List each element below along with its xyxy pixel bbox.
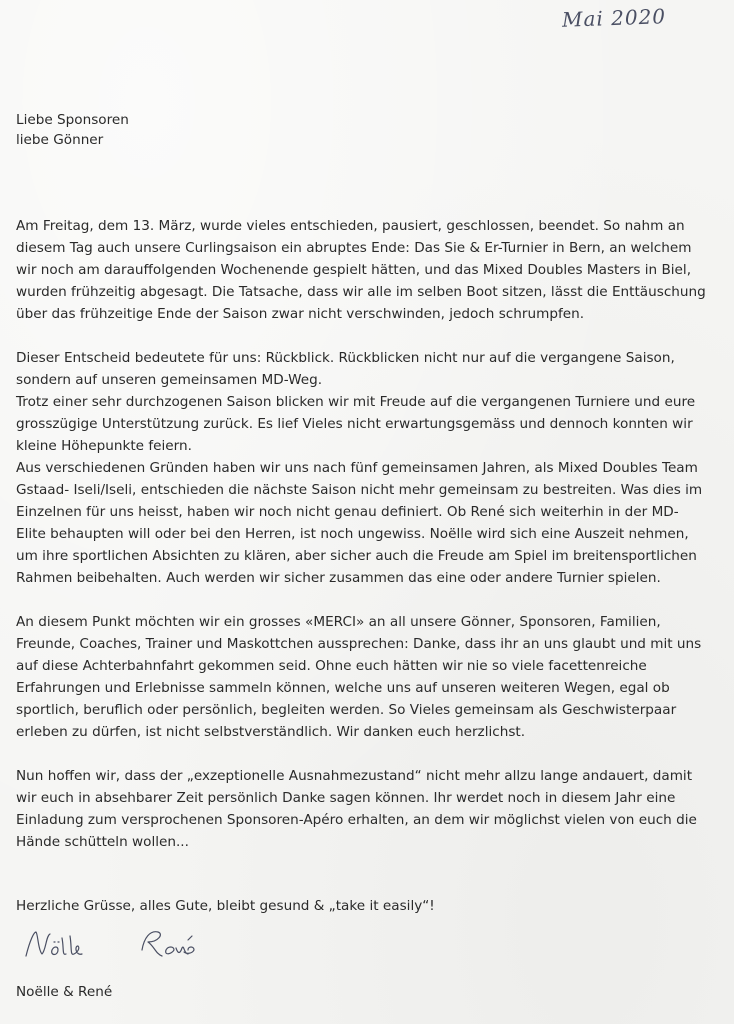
text-line: An diesem Punkt möchten wir ein grosses «MERCI» an all unsere Gönner, Sponsoren, Familien, [16,614,661,630]
text-line: Erfahrungen und Erlebnisse sammeln können, welche uns auf unseren weiteren Wegen, egal ob [16,680,670,696]
text-line: Einzelnen für uns heisst, haben wir noch nicht genau definiert. Ob René sich weiterhin in der MD- [16,504,679,520]
text-line: Nun hoffen wir, dass der „exzeptionelle Ausnahmezustand“ nicht mehr allzu lange andauert, damit [16,768,693,784]
salutation-line-1: Liebe Sponsoren [16,112,129,128]
signoff-names: Noëlle & René [16,984,113,1000]
text-line: Gstaad- Iseli/Iseli, entschieden die nächste Saison nicht mehr gemeinsam zu bestreiten. Was dies im [16,482,703,498]
text-line: sportlich, beruflich oder persönlich, begleiten werden. So Vieles gemeinsam als Geschwisterpaar [16,702,677,718]
closing-line: Herzliche Grüsse, alles Gute, bleibt gesund & „take it easily“! [16,898,435,914]
text-line: wurden frühzeitig abgesagt. Die Tatsache, dass wir alle im selben Boot sitzen, lässt die Enttäuschung [16,284,706,300]
handwritten-signatures [24,920,244,970]
text-line: um ihre sportlichen Absichten zu klären, aber sicher auch die Freude am Spiel im breitensportlichen [16,548,697,564]
text-line: Freunde, Coaches, Trainer und Maskottchen aussprechen: Danke, dass ihr an uns glaubt und mit uns [16,636,702,652]
text-line: grosszügige Unterstützung zurück. Es lief Vieles nicht erwartungsgemäss und dennoch konnten wir [16,416,693,432]
paragraph-2 [16,347,720,589]
text-line: Einladung zum versprochenen Sponsoren-Apéro erhalten, an dem wir möglichst vielen von euch die [16,812,697,828]
paragraph-1 [16,215,720,325]
text-line: Hände schütteln wollen... [16,834,189,850]
text-line: auf diese Achterbahnfahrt gekommen seid. Ohne euch hätten wir nie so viele facettenreiche [16,658,647,674]
text-line: wir noch am darauffolgenden Wochenende gespielt hätten, und das Mixed Doubles Masters in Biel, [16,262,692,278]
text-line: Aus verschiedenen Gründen haben wir uns nach fünf gemeinsamen Jahren, als Mixed Doubles Team [16,460,698,476]
letter-body [16,215,720,853]
text-line: über das frühzeitige Ende der Saison zwar nicht verschwinden, jedoch schrumpfen. [16,306,585,322]
text-line: Dieser Entscheid bedeutete für uns: Rückblick. Rückblicken nicht nur auf die vergangene Saison, [16,350,675,366]
text-line: erleben zu dürfen, ist nicht selbstverständlich. Wir danken euch herzlichst. [16,724,526,740]
text-line: diesem Tag auch unsere Curlingsaison ein abruptes Ende: Das Sie & Er-Turnier in Bern, an welchem [16,240,692,256]
text-line: sondern auf unseren gemeinsamen MD-Weg. [16,372,323,388]
handwritten-date: Mai 2020 [561,4,667,32]
salutation [16,110,129,150]
signature-rene [142,932,194,956]
paragraph-3 [16,611,720,743]
salutation-line-2: liebe Gönner [16,132,104,148]
text-line: Trotz einer sehr durchzogenen Saison blicken wir mit Freude auf die vergangenen Turniere und eure [16,394,696,410]
text-line: Elite behaupten will oder bei den Herren, ist noch ungewiss. Noëlle wird sich eine Auszeit nehmen, [16,526,689,542]
text-line: Am Freitag, dem 13. März, wurde vieles entschieden, pausiert, geschlossen, beendet. So nahm an [16,218,685,234]
text-line: wir euch in absehbarer Zeit persönlich Danke sagen können. Ihr werdet noch in diesem Jahr eine [16,790,676,806]
text-line: kleine Höhepunkte feiern. [16,438,192,454]
paragraph-4 [16,765,720,853]
text-line: Rahmen beibehalten. Auch werden wir sicher zusammen das eine oder andere Turnier spielen. [16,570,661,586]
signature-noelle [26,932,82,956]
